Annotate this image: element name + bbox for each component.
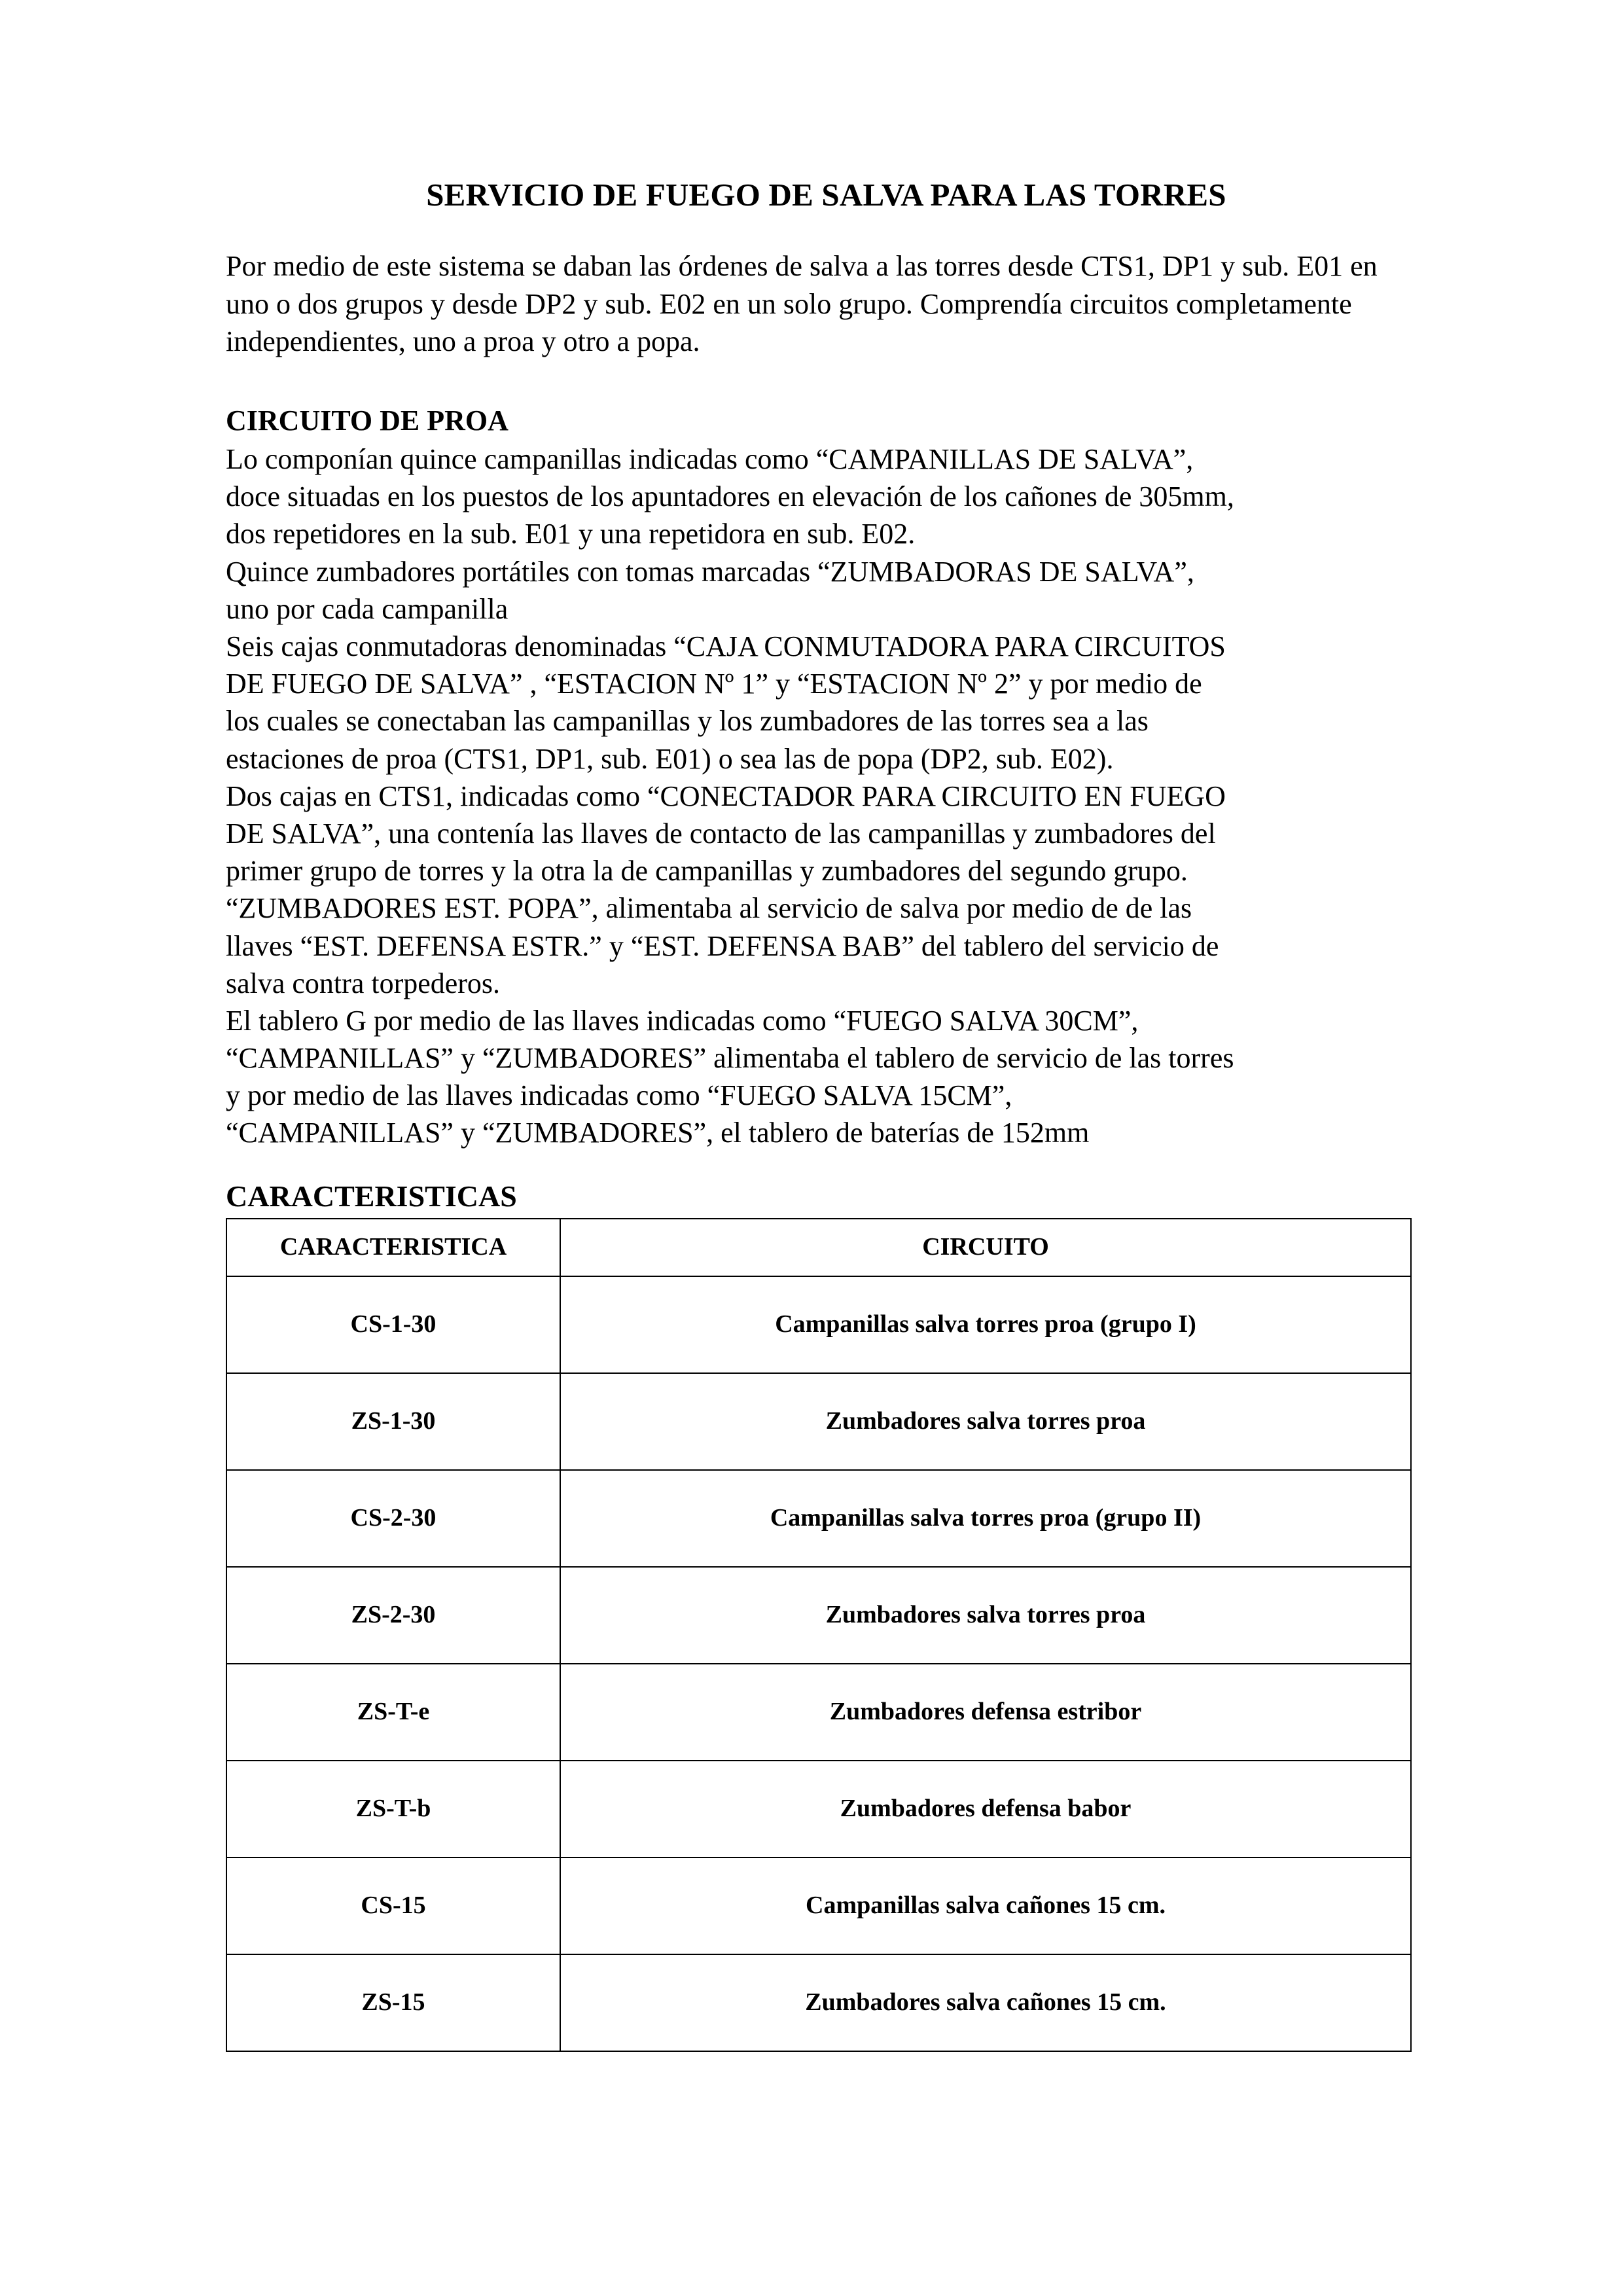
- body-line: uno por cada campanilla: [226, 592, 508, 625]
- body-line: Quince zumbadores portátiles con tomas marcadas “ZUMBADORAS DE SALVA”,: [226, 555, 1194, 588]
- cell-circuito: Zumbadores defensa estribor: [560, 1664, 1411, 1761]
- cell-caracteristica: CS-15: [226, 1857, 560, 1954]
- table-row: [226, 1373, 1411, 1470]
- body-line: Lo componían quince campanillas indicadas como “CAMPANILLAS DE SALVA”,: [226, 443, 1194, 476]
- cell-caracteristica: ZS-2-30: [226, 1567, 560, 1664]
- body-line: los cuales se conectaban las campanillas y los zumbadores de las torres sea a las: [226, 705, 1149, 738]
- cell-caracteristica: CS-2-30: [226, 1470, 560, 1567]
- body-line: “CAMPANILLAS” y “ZUMBADORES” alimentaba el tablero de servicio de las torres: [226, 1042, 1234, 1075]
- body-line: y por medio de las llaves indicadas como “FUEGO SALVA 15CM”,: [226, 1079, 1012, 1112]
- body-line: doce situadas en los puestos de los apuntadores en elevación de los cañones de 305mm,: [226, 480, 1234, 513]
- body-line: Dos cajas en CTS1, indicadas como “CONECTADOR PARA CIRCUITO EN FUEGO: [226, 780, 1226, 812]
- column-header-circuito: CIRCUITO: [560, 1219, 1411, 1276]
- body-line: dos repetidores en la sub. E01 y una repetidora en sub. E02.: [226, 518, 916, 550]
- cell-circuito: Zumbadores salva cañones 15 cm.: [560, 1954, 1411, 2051]
- body-line: El tablero G por medio de las llaves indicadas como “FUEGO SALVA 30CM”,: [226, 1004, 1139, 1037]
- cell-circuito: Zumbadores salva torres proa: [560, 1373, 1411, 1470]
- cell-caracteristica: ZS-1-30: [226, 1373, 560, 1470]
- spacer: [226, 1152, 1427, 1178]
- cell-circuito: Zumbadores defensa babor: [560, 1761, 1411, 1857]
- intro-paragraph: Por medio de este sistema se daban las órdenes de salva a las torres desde CTS1, DP1 y sub. E01 en uno o dos grupos y desde DP2 y sub. E02 en un solo grupo. Comprendía circuitos completamente independientes, uno a proa y otro a popa.: [226, 250, 1378, 357]
- body-line: DE SALVA”, una contenía las llaves de contacto de las campanillas y zumbadores del: [226, 817, 1216, 850]
- cell-caracteristica: ZS-T-b: [226, 1761, 560, 1857]
- page-title: SERVICIO DE FUEGO DE SALVA PARA LAS TORRES: [426, 177, 1226, 213]
- body-line: “CAMPANILLAS” y “ZUMBADORES”, el tablero de baterías de 152mm: [226, 1117, 1090, 1149]
- cell-circuito: Zumbadores salva torres proa: [560, 1567, 1411, 1664]
- section-heading-circuito-de-proa: CIRCUITO DE PROA: [226, 404, 508, 437]
- table-row: [226, 1470, 1411, 1567]
- column-header-caracteristica: CARACTERISTICA: [226, 1219, 560, 1276]
- characteristics-heading: CARACTERISTICAS: [226, 1179, 517, 1213]
- cell-circuito: Campanillas salva torres proa (grupo I): [560, 1276, 1411, 1373]
- body-line: llaves “EST. DEFENSA ESTR.” y “EST. DEFENSA BAB” del tablero del servicio de: [226, 929, 1219, 962]
- table-row: [226, 1954, 1411, 2051]
- cell-circuito: Campanillas salva cañones 15 cm.: [560, 1857, 1411, 1954]
- cell-caracteristica: CS-1-30: [226, 1276, 560, 1373]
- body-line: Seis cajas conmutadoras denominadas “CAJA CONMUTADORA PARA CIRCUITOS: [226, 630, 1226, 663]
- spacer: [226, 382, 1427, 402]
- characteristics-table: [226, 1218, 1412, 2052]
- body-line: salva contra torpederos.: [226, 967, 501, 999]
- cell-caracteristica: ZS-15: [226, 1954, 560, 2051]
- body-line: primer grupo de torres y la otra la de campanillas y zumbadores del segundo grupo.: [226, 855, 1188, 888]
- body-text-block: [226, 440, 1427, 1152]
- table-row: [226, 1761, 1411, 1857]
- table-row: [226, 1567, 1411, 1664]
- cell-caracteristica: ZS-T-e: [226, 1664, 560, 1761]
- table-row: [226, 1857, 1411, 1954]
- cell-circuito: Campanillas salva torres proa (grupo II): [560, 1470, 1411, 1567]
- body-line: “ZUMBADORES EST. POPA”, alimentaba al servicio de salva por medio de de las: [226, 892, 1192, 925]
- table-row: [226, 1664, 1411, 1761]
- body-line: estaciones de proa (CTS1, DP1, sub. E01) o sea las de popa (DP2, sub. E02).: [226, 742, 1114, 775]
- body-line: DE FUEGO DE SALVA” , “ESTACION Nº 1” y “ESTACION Nº 2” y por medio de: [226, 668, 1202, 700]
- table-row: [226, 1276, 1411, 1373]
- table-header-row: [226, 1219, 1411, 1276]
